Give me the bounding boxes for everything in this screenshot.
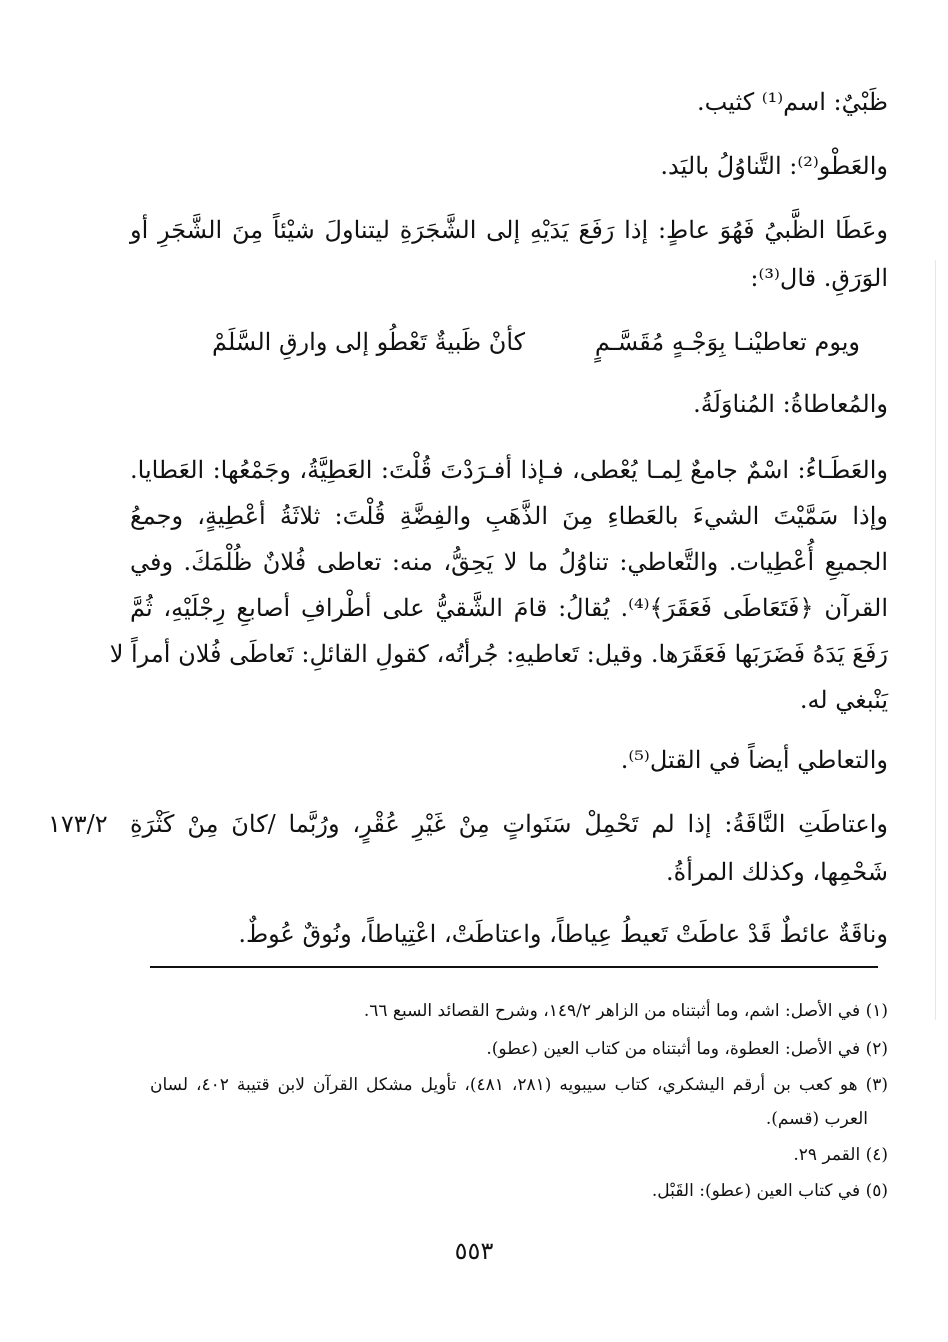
footnote-1: (١) في الأصل: اشم، وما أثبتناه من الزاهر ١٤٩/٢، وشرح القصائد السبع ٦٦. xyxy=(363,1001,888,1021)
text-line-6: والعَطَـاءُ: اسْمٌ جامعٌ لِمـا يُعْطى، فـإذا أفـرَدْتَ قُلْتَ: العَطِيَّةُ، وجَمْعُها: العَطايا. xyxy=(130,456,888,484)
margin-volume-page-reference: ١٧٣/٢ xyxy=(48,810,108,838)
text-line-11: يَنْبغي له. xyxy=(799,686,888,714)
footnote-5: (٥) في كتاب العين (عطو): القَبْل. xyxy=(651,1181,888,1201)
text-line-1: ظَبْيٌ: اسم⁽¹⁾ كثيب. xyxy=(697,88,888,116)
page-edge-shadow xyxy=(935,260,936,1020)
verse-first-hemistich: ويوم تعاطيْنـا بِوَجْـهٍ مُقَسَّـمٍ xyxy=(594,328,860,356)
text-line-4: الوَرَقِ. قال⁽³⁾: xyxy=(750,264,888,292)
footnote-2: (٢) في الأصل: العطوة، وما أثبتناه من كتاب العين (عطو). xyxy=(486,1039,888,1059)
footnote-separator-rule xyxy=(150,966,878,968)
text-line-2: والعَطْو⁽²⁾: التَّناوُلُ باليَد. xyxy=(660,152,888,180)
verse-second-hemistich: كأنْ ظَبيةٌ تَعْطُو إلى وارقِ السَّلَمْ xyxy=(212,328,526,356)
text-line-5: والمُعاطاةُ: المُناوَلَةُ. xyxy=(693,390,888,418)
text-line-14: شَحْمِها، وكذلك المرأةُ. xyxy=(666,858,888,886)
text-line-7: وإذا سَمَّيْتَ الشيءَ بالعَطاءِ مِنَ الذَّهَبِ والفِضَّةِ قُلْتَ: ثلاثَةُ أعْطِيةٍ، وجمعُ xyxy=(130,502,888,530)
footnote-3-line-1: (٣) هو كعب بن أرقم اليشكري، كتاب سيبويه (٢٨١، ٤٨١)، تأويل مشكل القرآن لابن قتيبة ٤٠٢، لسان xyxy=(150,1075,889,1095)
text-line-12: والتعاطي أيضاً في القتل⁽⁵⁾. xyxy=(620,746,888,774)
text-line-10: رَفَعَ يَدَهُ فَضَرَبَها فَعَقَرَها. وقيل: تَعاطيهِ: جُرأتُه، كقولِ القائلِ: تَعاطَى فُلان أمراً لا xyxy=(109,640,888,668)
text-line-9: القرآن ﴿فَتَعَاطَى فَعَقَرَ﴾⁽⁴⁾. يُقالُ: قامَ الشَّقيُّ على أطْرافِ أصابعِ رِجْلَيْهِ، ثُمَّ xyxy=(130,594,888,622)
text-line-15: وناقَةٌ عائطٌ قَدْ عاطَتْ تَعيطُ عِياطاً، واعتاطَتْ، اعْتِياطاً، ونُوقٌ عُوطٌ. xyxy=(238,920,888,948)
page-number: ٥٥٣ xyxy=(454,1237,494,1265)
footnote-4: (٤) القمر ٢٩. xyxy=(793,1145,888,1165)
text-line-8: الجميعِ أُعْطِيات. والتَّعاطي: تناوُلُ ما لا يَحِقُّ، منه: تعاطى فُلانٌ ظُلْمَكَ. وفي xyxy=(130,548,888,576)
text-line-13: واعتاطَتِ النَّاقَةُ: إذا لم تَحْمِلْ سَنَواتٍ مِنْ غَيْرِ عُقْرٍ، ورُبَّما /كانَ مِنْ كَثْرَةِ xyxy=(130,810,888,838)
footnote-3-line-2: العرب (قسم). xyxy=(765,1109,868,1129)
text-line-3: وعَطَا الظَّبيُ فَهُوَ عاطٍ: إذا رَفَعَ يَدَيْهِ إلى الشَّجَرَةِ ليتناولَ شيْئاً مِنَ الشَّجَرِ أو xyxy=(130,216,888,244)
